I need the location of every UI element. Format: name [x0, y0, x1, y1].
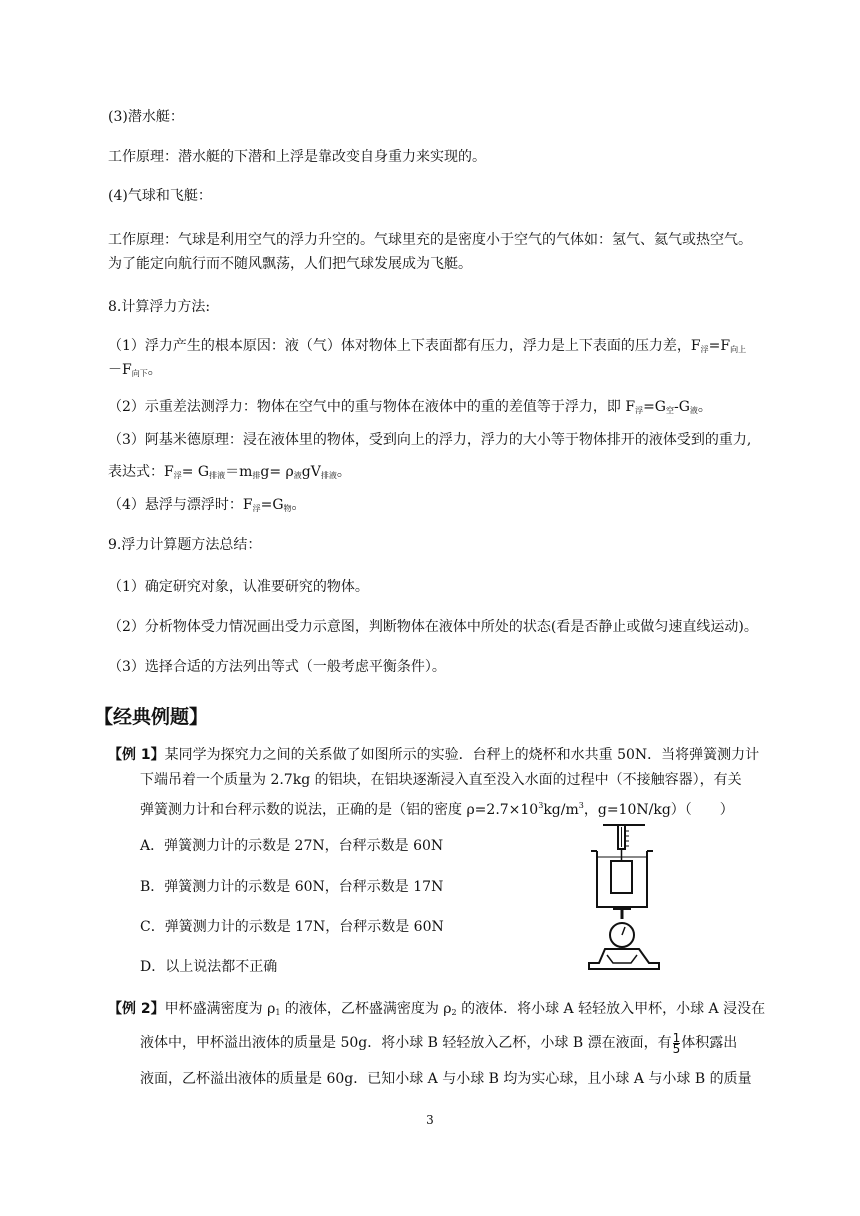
section3-title: (3)潜水艇：	[108, 109, 184, 125]
section8-item2: （2）示重差法测浮力：物体在空气中的重与物体在液体中的重的差值等于浮力，即 $F_浮=G_空-G_液$。	[108, 399, 712, 415]
experiment-figure	[585, 823, 665, 973]
section9-item1: （1）确定研究对象，认准要研究的物体。	[108, 579, 369, 595]
section9-item3: （3）选择合适的方法列出等式（一般考虑平衡条件）。	[108, 659, 446, 675]
example1-option-b: B．弹簧测力计的示数是 60N，台秤示数是 17N	[140, 879, 444, 895]
example1-option-d: D．以上说法都不正确	[140, 959, 278, 975]
fraction-one-fifth: $\frac{1}{5}$	[672, 1030, 681, 1056]
example1-line2: 下端吊着一个质量为 2.7kg 的铝块，在铝块逐渐浸入直至没入水面的过程中（不接触容器），有关	[140, 772, 742, 788]
section8-title: 8.计算浮力方法:	[108, 299, 211, 315]
example2-label: 【例 2】	[108, 1001, 165, 1017]
section8-item1: （1）浮力产生的根本原因：液（气）体对物体上下表面都有压力，浮力是上下表面的压力差，$F_浮=F_{向上}$	[108, 338, 747, 354]
section9-title: 9.浮力计算题方法总结：	[108, 537, 262, 553]
page-number: 3	[426, 1113, 434, 1127]
section8-item4: （4）悬浮与漂浮时：$F_浮=G_物$。	[108, 497, 306, 513]
example2-line2: 液体中，甲杯溢出液体的质量是 50g．将小球 B 轻轻放入乙杯，小球 B 漂在液面，有 $\frac{1}{5}$ 体积露出	[140, 1030, 738, 1056]
section8-item3-formula: 表达式：$F_浮= G_{排液}=m_排g= \rho_液gV_{排液}$。	[108, 464, 351, 480]
section8-item1-cont: $-F_{向下}$。	[108, 362, 162, 378]
example1-option-a: A．弹簧测力计的示数是 27N，台秤示数是 60N	[140, 838, 444, 854]
section4-principle-line1: 工作原理：气球是利用空气的浮力升空的。气球里充的是密度小于空气的气体如：氢气、氦气或热空气。	[108, 232, 752, 248]
example1-label: 【例 1】	[108, 747, 165, 763]
section3-principle: 工作原理：潜水艇的下潜和上浮是靠改变自身重力来实现的。	[108, 149, 486, 165]
example2-line1: 【例 2】甲杯盛满密度为 $\rho_1$ 的液体，乙杯盛满密度为 $\rho_2$ 的液体．将小球 A 轻轻放入甲杯，小球 A 浸没在	[108, 1001, 766, 1017]
example1-line3: 弹簧测力计和台秤示数的说法，正确的是（铝的密度 $\rho=2.7\times 10^3kg/m^3$，g=10N/kg）（ ）	[140, 801, 734, 818]
example2-line3: 液面，乙杯溢出液体的质量是 60g．已知小球 A 与小球 B 均为实心球，且小球 A 与小球 B 的质量	[140, 1071, 752, 1087]
example1-line1: 【例 1】某同学为探究力之间的关系做了如图所示的实验．台秤上的烧杯和水共重 50N．当将弹簧测力计	[108, 747, 760, 763]
section4-title: (4)气球和飞艇：	[108, 188, 212, 204]
classic-examples-heading: 【经典例题】	[94, 706, 209, 728]
section8-item3-line1: （3）阿基米德原理：浸在液体里的物体，受到向上的浮力，浮力的大小等于物体排开的液体受到的重力,	[108, 432, 752, 448]
section4-principle-line2: 为了能定向航行而不随风飘荡，人们把气球发展成为飞艇。	[108, 256, 472, 272]
example1-option-c: C．弹簧测力计的示数是 17N，台秤示数是 60N	[140, 919, 444, 935]
section9-item2: （2）分析物体受力情况画出受力示意图，判断物体在液体中所处的状态(看是否静止或做匀速直线运动)。	[108, 619, 758, 635]
